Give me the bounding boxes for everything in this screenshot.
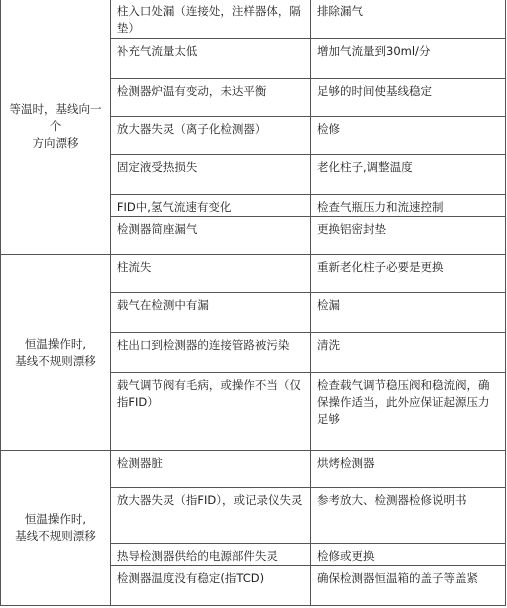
remedy-cell: 重新老化柱子必要是更换 (311, 255, 506, 293)
cause-cell: 补充气流量太低 (110, 39, 310, 79)
cause-cell: 检测器炉温有变动，未达平衡 (110, 79, 310, 117)
remedy-cell: 参考放大、检测器检修说明书 (311, 488, 506, 544)
cause-cell: 柱流失 (110, 255, 310, 293)
cause-cell: 检测器简座漏气 (110, 217, 310, 255)
group-label-line: 方向漂移 (32, 136, 79, 150)
cause-cell: 热导检测器供给的电源部件失灵 (110, 544, 310, 566)
group-label-line: 恒温操作时, (24, 336, 87, 351)
cause-cell: 固定液受热损失 (110, 155, 310, 195)
group-label-line: 基线不规则漂移 (15, 529, 96, 543)
cause-cell: 载气调节阀有毛病，或操作不当（仅指FID） (110, 373, 310, 451)
remedy-cell: 更换铝密封垫 (311, 217, 506, 255)
group-label-line: 基线不规则漂移 (15, 353, 96, 368)
cause-cell: 放大器失灵（离子化检测器） (110, 117, 310, 155)
group-label (1, 451, 111, 606)
cause-cell: 放大器失灵（指FID），或记录仪失灵 (110, 488, 310, 544)
remedy-cell: 增加气流量到30ml/分 (311, 39, 506, 79)
group-label-line: 恒温操作时, (24, 512, 87, 526)
cause-cell: 柱出口到检测器的连接管路被污染 (110, 333, 310, 373)
remedy-cell: 确保检测器恒温箱的盖子等盖紧 (311, 566, 506, 606)
cause-cell: FID中,氢气流速有变化 (110, 195, 310, 217)
cause-cell: 检测器温度没有稳定(指TCD) (110, 566, 310, 606)
remedy-cell: 烘烤检测器 (311, 451, 506, 488)
cause-cell: 柱入口处漏（连接处，注样器体，隔垫） (110, 0, 310, 39)
group-label-line: 等温时，基线向一个 (9, 102, 102, 133)
remedy-cell: 排除漏气 (311, 0, 506, 39)
group-label (1, 255, 111, 451)
remedy-cell: 清洗 (311, 333, 506, 373)
remedy-cell: 检修 (311, 117, 506, 155)
cause-cell: 检测器脏 (110, 451, 310, 488)
remedy-cell: 检漏 (311, 293, 506, 333)
remedy-cell: 足够的时间使基线稳定 (311, 79, 506, 117)
remedy-cell: 检查气瓶压力和流速控制 (311, 195, 506, 217)
remedy-cell: 检查载气调节稳压阀和稳流阀，确保操作适当，此外应保证起源压力足够 (311, 373, 506, 451)
cause-cell: 载气在检测中有漏 (110, 293, 310, 333)
remedy-cell: 检修或更换 (311, 544, 506, 566)
remedy-cell: 老化柱子,调整温度 (311, 155, 506, 195)
group-label (1, 0, 111, 255)
